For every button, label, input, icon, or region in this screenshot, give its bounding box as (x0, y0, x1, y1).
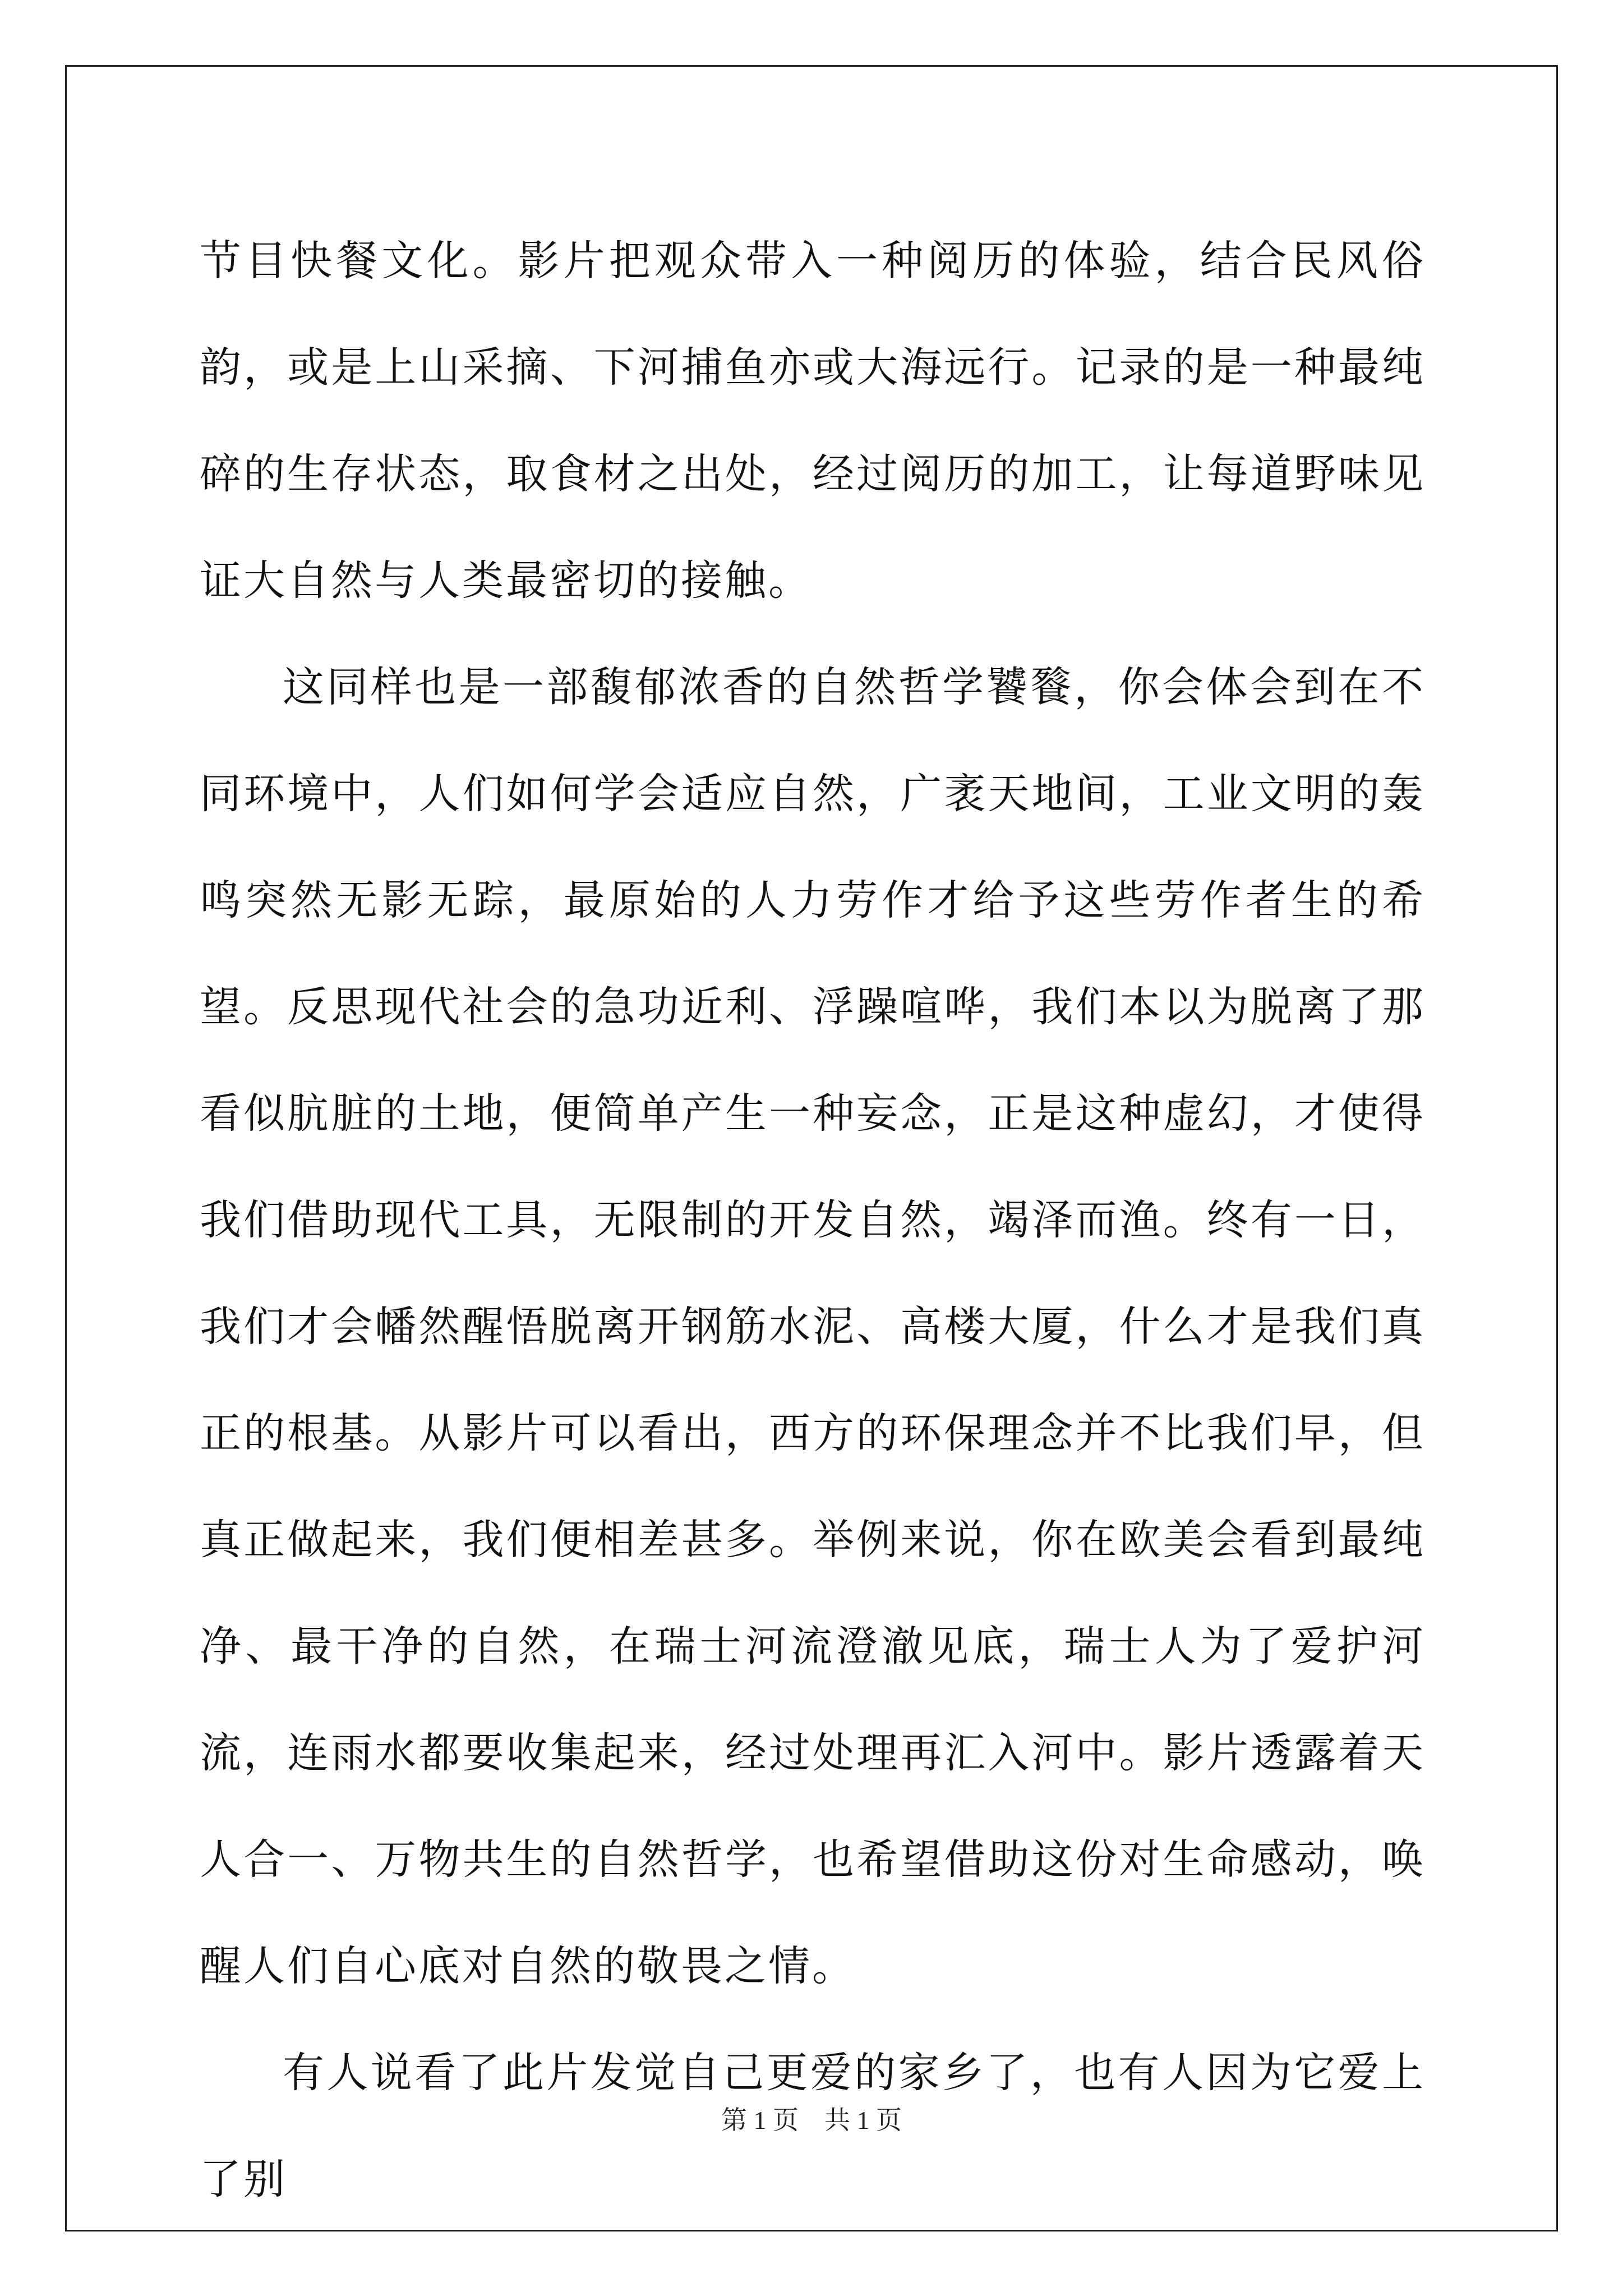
paragraph-1: 节目快餐文化。影片把观众带入一种阅历的体验，结合民风俗韵，或是上山采摘、下河捕鱼亦或大海远行。记录的是一种最纯碎的生存状态，取食材之出处，经过阅历的加工，让每道野味见证大自然与人类最密切的接触。 (200, 237, 1426, 605)
page-footer (0, 2104, 1623, 2137)
paragraph-2: 这同样也是一部馥郁浓香的自然哲学饕餮，你会体会到在不同环境中，人们如何学会适应自然，广袤天地间，工业文明的轰鸣突然无影无踪，最原始的人力劳作才给予这些劳作者生的希望。反思现代社会的急功近利、浮躁喧哗，我们本以为脱离了那看似肮脏的土地，便简单产生一种妄念，正是这种虚幻，才使得我们借助现代工具，无限制的开发自然，竭泽而渔。终有一日，我们才会幡然醒悟脱离开钢筋水泥、高楼大厦，什么才是我们真正的根基。从影片可以看出，西方的环保理念并不比我们早，但真正做起来，我们便相差甚多。举例来说，你在欧美会看到最纯净、最干净的自然，在瑞士河流澄澈见底，瑞士人为了爱护河流，连雨水都要收集起来，经过处理再汇入河中。影片透露着天人合一、万物共生的自然哲学，也希望借助这份对生命感动，唤醒人们自心底对自然的敬畏之情。 (200, 663, 1426, 1990)
paragraph-3: 有人说看了此片发觉自己更爱的家乡了，也有人因为它爱上了别 (200, 2049, 1426, 2203)
page-total: 共 1 页 (824, 2106, 902, 2134)
page-number: 第 1 页 (721, 2106, 799, 2134)
